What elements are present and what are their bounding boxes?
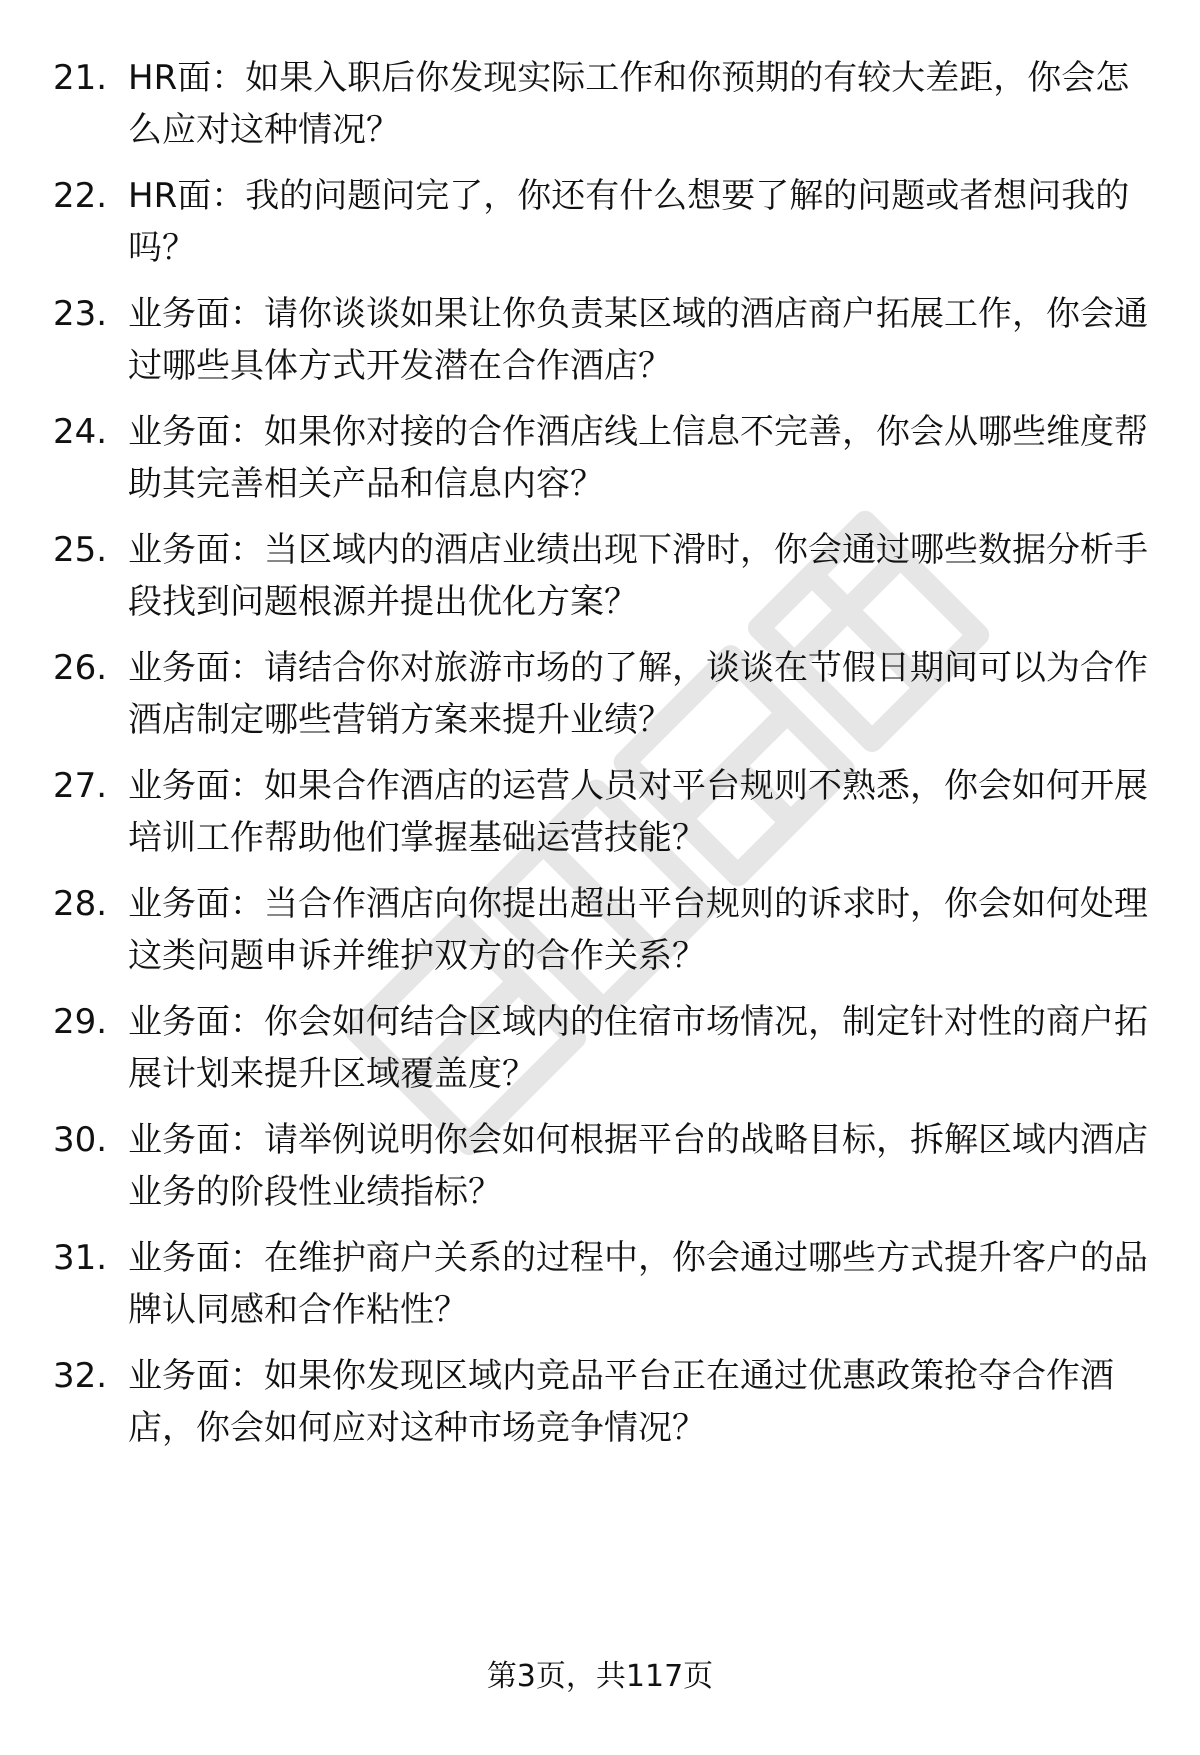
list-item <box>0 170 1200 274</box>
list-item <box>0 1350 1200 1454</box>
list-item <box>0 288 1200 392</box>
question-text: HR面：我的问题问完了，你还有什么想要了解的问题或者想问我的吗？ <box>128 176 1130 268</box>
list-item <box>0 642 1200 746</box>
question-text: 业务面：如果你发现区域内竞品平台正在通过优惠政策抢夺合作酒店，你会如何应对这种市场竞争情况？ <box>128 1356 1114 1448</box>
question-number: 29. <box>53 1002 108 1042</box>
page-number-footer: 第3页，共117页 <box>486 1659 714 1694</box>
question-number: 23. <box>53 294 108 334</box>
question-text: 业务面：请你谈谈如果让你负责某区域的酒店商户拓展工作，你会通过哪些具体方式开发潜在合作酒店？ <box>128 294 1148 386</box>
list-item <box>0 1114 1200 1218</box>
question-number: 26. <box>53 648 108 688</box>
question-text: HR面：如果入职后你发现实际工作和你预期的有较大差距，你会怎么应对这种情况？ <box>128 58 1130 150</box>
question-number: 30. <box>53 1120 108 1160</box>
list-item <box>0 760 1200 864</box>
list-item <box>0 524 1200 628</box>
question-text: 业务面：如果合作酒店的运营人员对平台规则不熟悉，你会如何开展培训工作帮助他们掌握基础运营技能？ <box>128 766 1148 858</box>
question-text: 业务面：在维护商户关系的过程中，你会通过哪些方式提升客户的品牌认同感和合作粘性？ <box>128 1238 1148 1330</box>
question-text: 业务面：当合作酒店向你提出超出平台规则的诉求时，你会如何处理这类问题申诉并维护双方的合作关系？ <box>128 884 1148 976</box>
question-text: 业务面：你会如何结合区域内的住宿市场情况，制定针对性的商户拓展计划来提升区域覆盖度？ <box>128 1002 1148 1094</box>
question-text: 业务面：请结合你对旅游市场的了解，谈谈在节假日期间可以为合作酒店制定哪些营销方案来提升业绩？ <box>128 648 1148 740</box>
question-number: 31. <box>53 1238 108 1278</box>
list-item <box>0 52 1200 156</box>
list-item <box>0 1232 1200 1336</box>
question-number: 21. <box>53 58 108 98</box>
question-text: 业务面：请举例说明你会如何根据平台的战略目标，拆解区域内酒店业务的阶段性业绩指标？ <box>128 1120 1148 1212</box>
question-text: 业务面：当区域内的酒店业绩出现下滑时，你会通过哪些数据分析手段找到问题根源并提出优化方案？ <box>128 530 1148 622</box>
question-number: 32. <box>53 1356 108 1396</box>
question-number: 22. <box>53 176 108 216</box>
list-item <box>0 406 1200 510</box>
question-text: 业务面：如果你对接的合作酒店线上信息不完善，你会从哪些维度帮助其完善相关产品和信息内容？ <box>128 412 1148 504</box>
question-number: 24. <box>53 412 108 452</box>
list-item <box>0 996 1200 1100</box>
question-number: 28. <box>53 884 108 924</box>
question-number: 27. <box>53 766 108 806</box>
question-number: 25. <box>53 530 108 570</box>
list-item <box>0 878 1200 982</box>
